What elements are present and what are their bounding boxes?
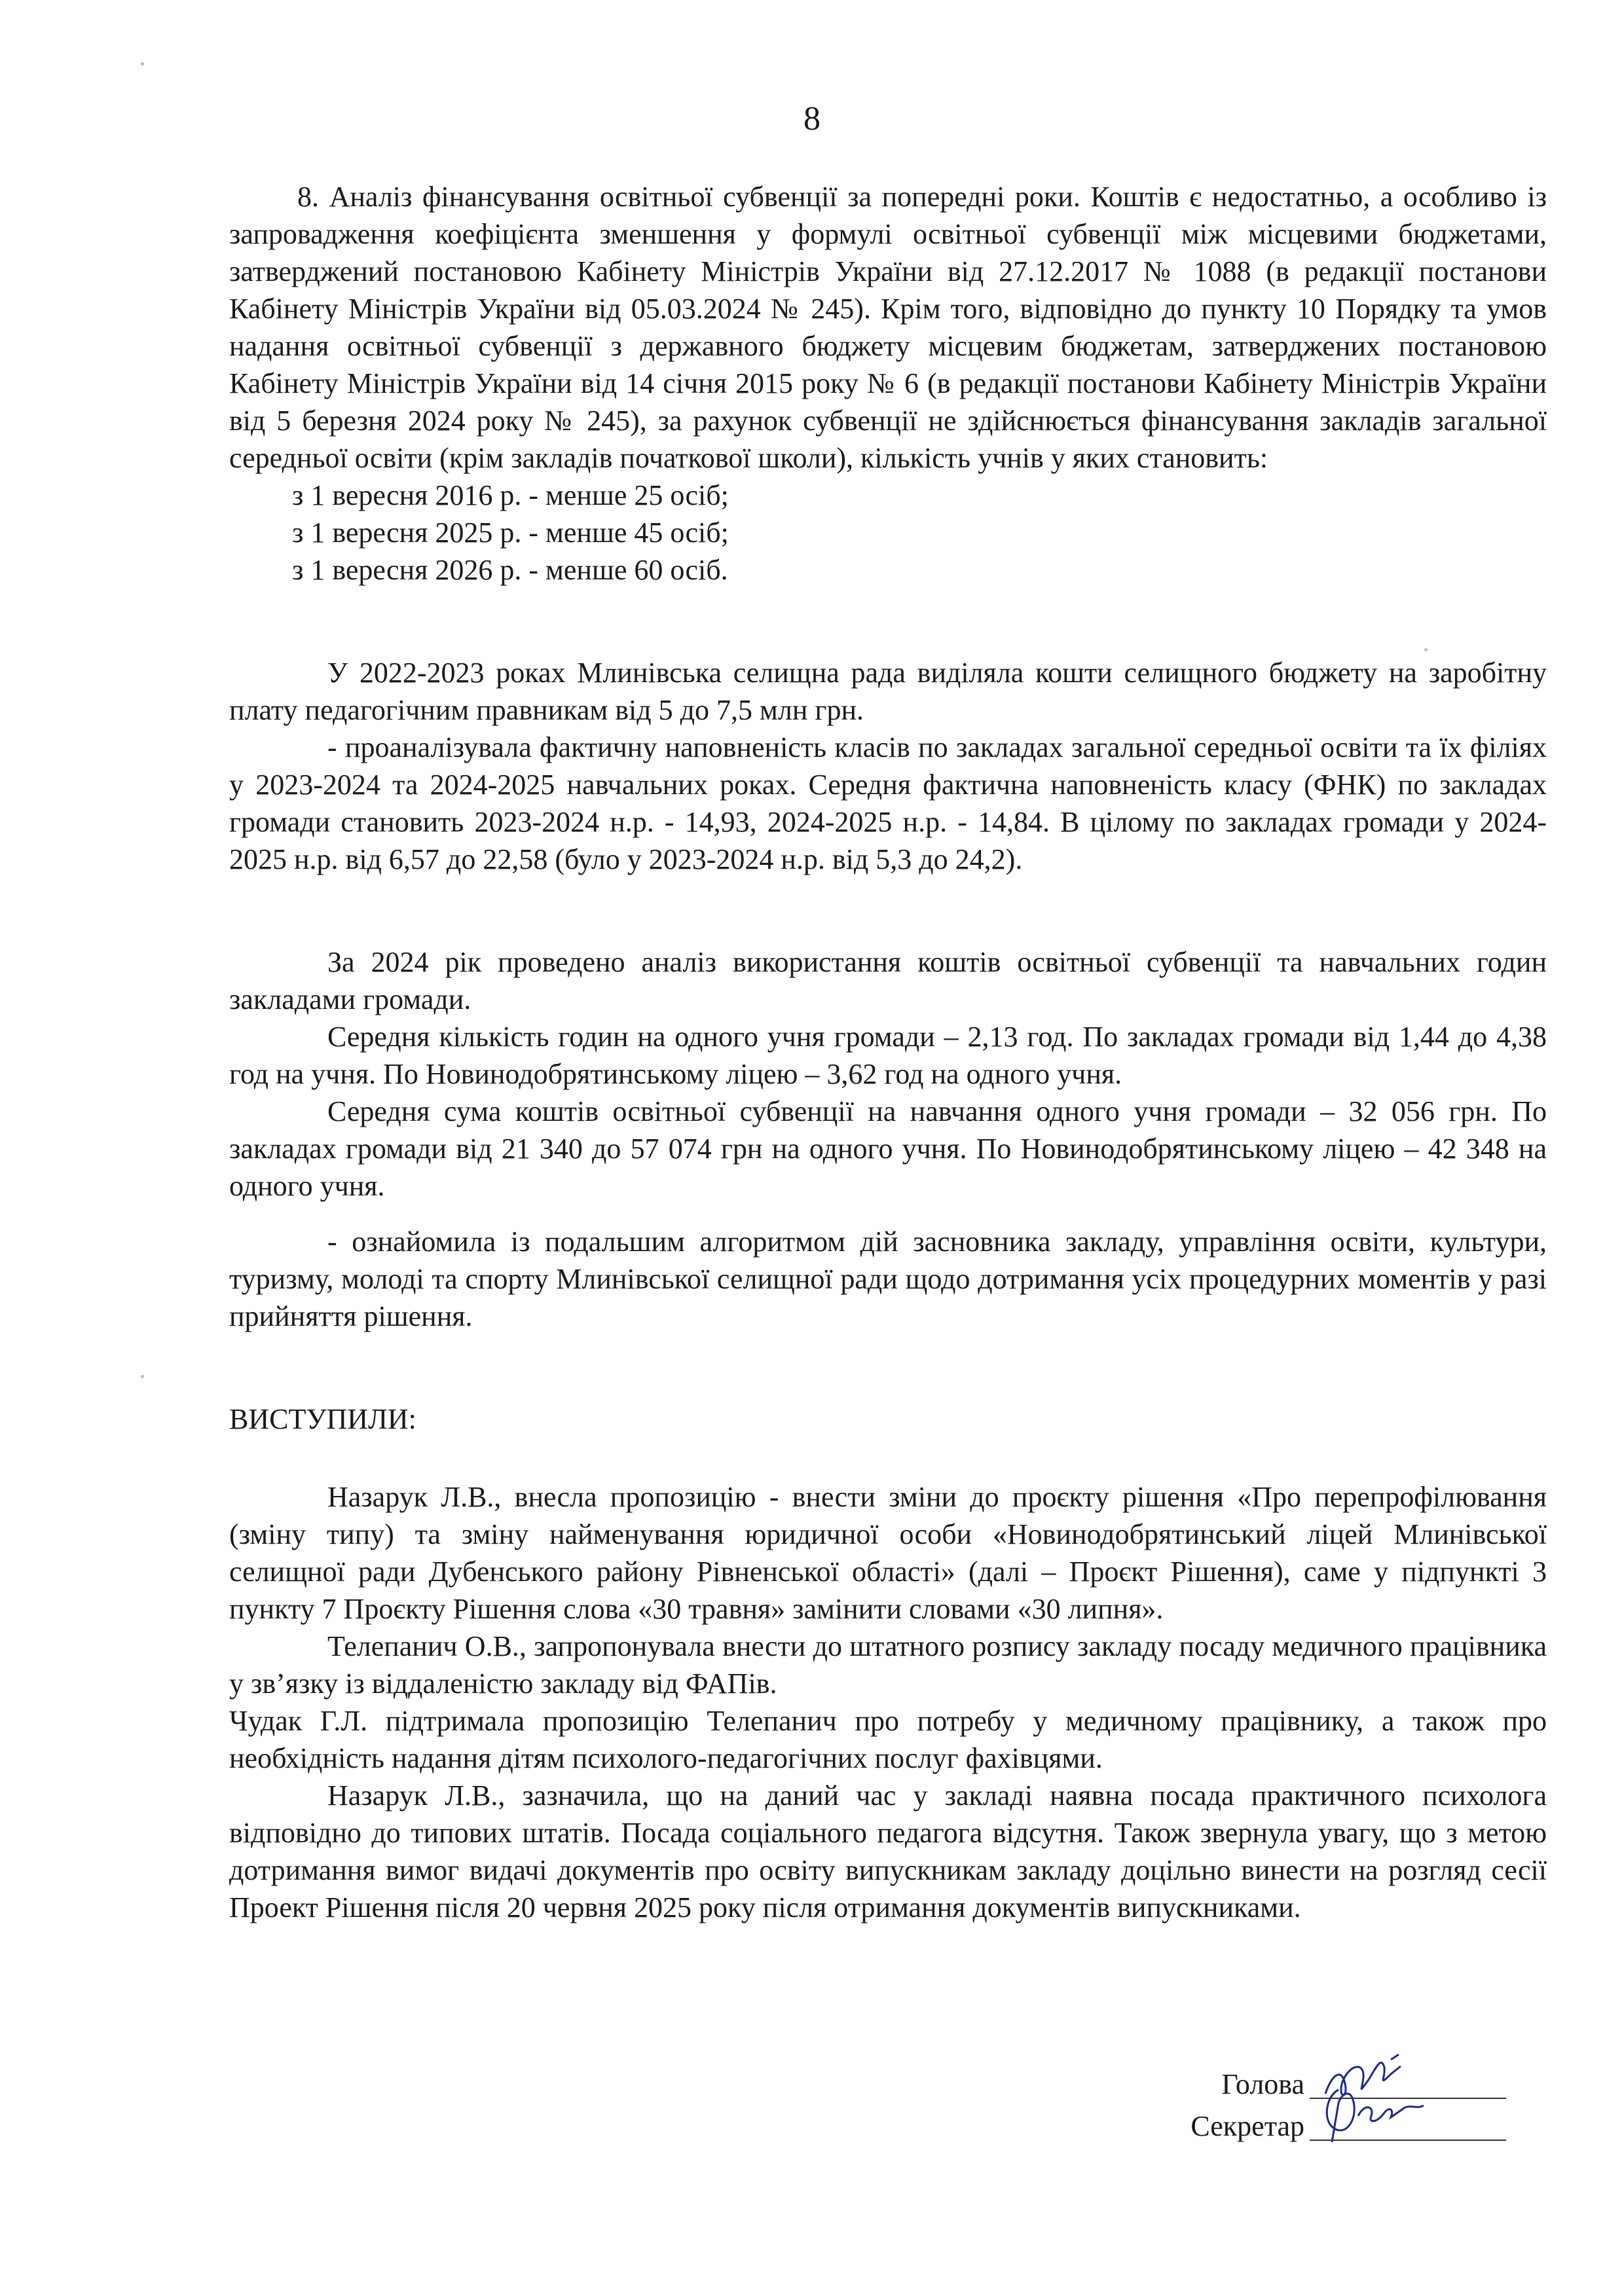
- scan-speck: [141, 62, 144, 65]
- paragraph-nazaruk-proposal: Назарук Л.В., внесла пропозицію - внести зміни до проєкту рішення «Про перепрофілювання (зміну типу) та зміну найменування юридичної особи «Новинодобрятинський ліцей Млинівської селищної ради Дубенського району Рівненської області» (далі – Проєкт Рішення), саме у підпункті 3 пункту 7 Проєкту Рішення слова «30 травня» замінити словами «30 липня».: [229, 1481, 1547, 1625]
- list-item: з 1 вересня 2016 р. - менше 25 осіб;: [292, 479, 729, 511]
- scan-speck: [141, 1375, 144, 1378]
- section-heading-speakers: ВИСТУПИЛИ:: [229, 1403, 416, 1435]
- list-item: з 1 вересня 2025 р. - менше 45 осіб;: [292, 517, 729, 549]
- secretary-signature: [1312, 2077, 1443, 2149]
- head-label: Голова: [1221, 2068, 1304, 2100]
- secretary-label: Секретар: [1190, 2110, 1304, 2142]
- paragraph-class-occupancy: - проаналізувала фактичну наповненість класів по закладах загальної середньої освіти та їх філіях у 2023-2024 та 2024-2025 навчальних роках. Середня фактична наповненість класу (ФНК) по закладах громади становить 2023-2024 н.р. - 14,93, 2024-2025 н.р. - 14,84. В цілому по закладах громади у 2024-2025 н.р. від 6,57 до 22,58 (було у 2023-2024 н.р. від 5,3 до 24,2).: [229, 731, 1547, 875]
- spacer: [229, 1205, 1547, 1223]
- page-number: 8: [803, 100, 821, 137]
- paragraph-subvention-analysis: За 2024 рік проведено аналіз використання коштів освітньої субвенції та навчальних годин закладами громади.: [229, 946, 1547, 1015]
- scan-speck: [1424, 648, 1428, 651]
- paragraph-chudak-support: Чудак Г.Л. підтримала пропозицію Телепанич про потребу у медичному працівнику, а також про необхідність надання дітям психолого-педагогічних послуг фахівцями.: [229, 1705, 1547, 1774]
- document-body: [229, 178, 1547, 1926]
- paragraph-hours-per-student: Середня кількість годин на одного учня громади – 2,13 год. По закладах громади від 1,44 до 4,38 год на учня. По Новинодобрятинському ліцею – 3,62 год на одного учня.: [229, 1021, 1547, 1090]
- paragraph-telepanych-proposal: Телепанич О.В., запропонувала внести до штатного розпису закладу посаду медичного працівника у зв’язку із віддаленістю закладу від ФАПів.: [229, 1630, 1547, 1700]
- signature-block: [1166, 2064, 1506, 2147]
- spacer: [229, 1438, 1547, 1478]
- paragraph-financing-analysis: 8. Аналіз фінансування освітньої субвенції за попередні роки. Коштів є недостатньо, а особливо із запровадження коефіцієнта зменшення у формулі освітньої субвенції між місцевими бюджетами, затверджений постановою Кабінету Міністрів України від 27.12.2017 № 1088 (в редакції постанови Кабінету Міністрів України від 05.03.2024 № 245). Крім того, відповідно до пункту 10 Порядку та умов надання освітньої субвенції з державного бюджету місцевим бюджетам, затверджених постановою Кабінету Міністрів України від 14 січня 2015 року № 6 (в редакції постанови Кабінету Міністрів України від 5 березня 2024 року № 245), за рахунок субвенції не здійснюється фінансування закладів загальної середньої освіти (крім закладів початкової школи), кількість учнів у яких становить:: [229, 181, 1547, 474]
- list-item: з 1 вересня 2026 р. - менше 60 осіб.: [292, 554, 728, 586]
- paragraph-funds-per-student: Середня сума коштів освітньої субвенції на навчання одного учня громади – 32 056 грн. По закладах громади від 21 340 до 57 074 грн на одного учня. По Новинодобрятинському ліцею – 42 348 на одного учня.: [229, 1095, 1547, 1202]
- spacer: [229, 1335, 1547, 1400]
- paragraph-budget-salaries: У 2022-2023 роках Млинівська селищна рада виділяла кошти селищного бюджету на заробітну плату педагогічним правникам від 5 до 7,5 млн грн.: [229, 657, 1547, 726]
- spacer: [229, 878, 1547, 943]
- spacer: [229, 589, 1547, 654]
- paragraph-algorithm: - ознайомила із подальшим алгоритмом дій засновника закладу, управління освіти, культури, туризму, молоді та спорту Млинівської селищної ради щодо дотримання усіх процедурних моментів у разі прийняття рішення.: [229, 1226, 1547, 1332]
- paragraph-nazaruk-note: Назарук Л.В., зазначила, що на даний час у закладі наявна посада практичного психолога відповідно до типових штатів. Посада соціального педагога відсутня. Також звернула увагу, що з метою дотримання вимог видачі документів про освіту випускникам закладу доцільно винести на розгляд сесії Проект Рішення після 20 червня 2025 року після отримання документів випускниками.: [229, 1779, 1547, 1923]
- signature-row-secretary: [1166, 2105, 1506, 2147]
- secretary-signature-line: [1310, 2107, 1506, 2141]
